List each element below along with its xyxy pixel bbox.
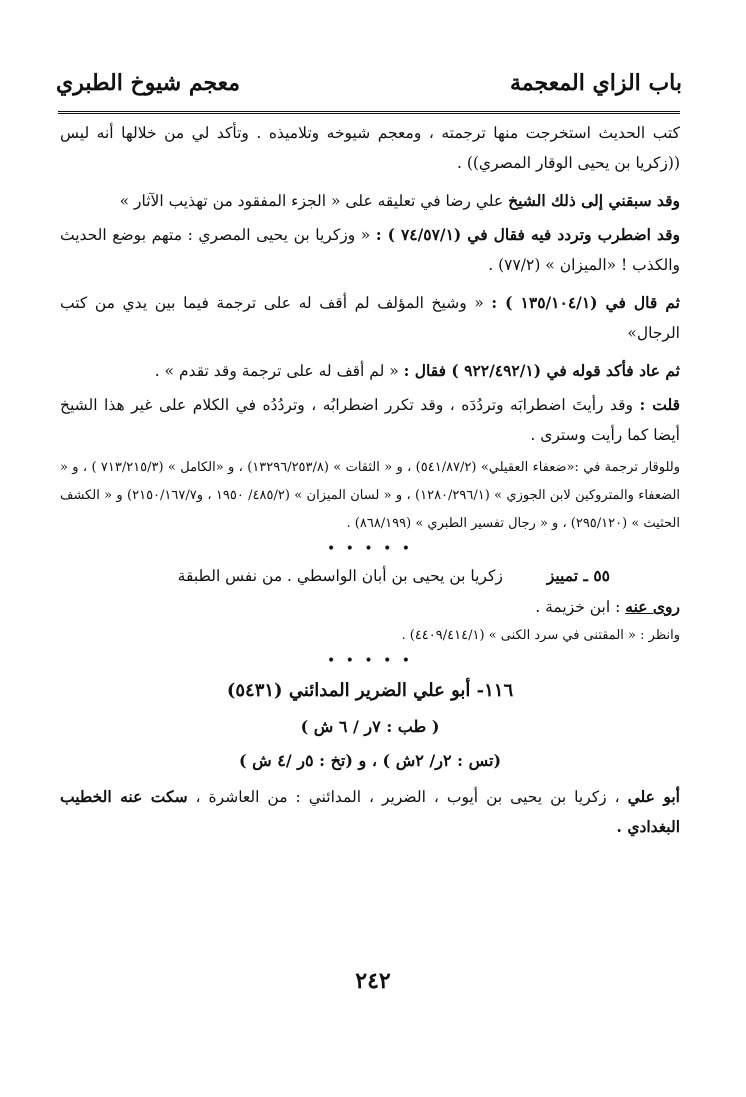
- paragraph-7-references: [60, 454, 680, 538]
- wanzur-label: وانظر: [648, 628, 680, 643]
- header-rule: [58, 111, 680, 114]
- entry-116-heading: ١١٦- أبو علي الضرير المدائني (٥٤٣١): [226, 680, 514, 701]
- paragraph-3: [60, 220, 680, 280]
- entry-55-number: ٥٥ ـ تمييز: [546, 566, 610, 585]
- entry-116-line-3: (تس : ٢ر/ ٢ش ) ، و (تخ : ٥ر /٤ ش ): [238, 751, 502, 770]
- paragraph-2: [60, 186, 680, 216]
- paragraph-4: [60, 288, 680, 348]
- final-middle: ، زكريا بن يحيى بن أيوب ، الضرير ، المدائني : من العاشرة ،: [195, 788, 620, 806]
- references-text: :«ضعفاء العقيلي» (٥٤١/٨٧/٢) ، و « الثقات » (١٣٢٩٦/٢٥٣/٨) ، و «الكامل » (٧١٣/٢١٥/٣ ) ، و « الضعفاء والمتروكين لابن الجوزي » (١٢٨٠/٢٩٦/١) ، و « لسان الميزان » (٤٨٥/٢/ ١٩٥٠ ، و٢١٥٠/١٦٧/٧) و « الكشف الحثيث » (٢٩٥/١٢٠) ، و « رجال تفسير الطبري » (٨٦٨/١٩٩) .: [60, 460, 680, 531]
- entry-55-text: زكريا بن يحيى بن أبان الواسطي . من نفس الطبقة: [177, 567, 503, 585]
- paragraph-5-bold: ثم عاد فأكد قوله في (٩٢٢/٤٩٢/١ ) فقال :: [403, 361, 680, 380]
- section-title: باب الزاي المعجمة: [509, 70, 682, 96]
- separator-1: • • • • •: [326, 541, 414, 557]
- paragraph-1: كتب الحديث استخرجت منها ترجمته ، ومعجم شيوخه وتلاميذه . وتأكد لي من خلالها أنه ليس ((زكريا بن يحيى الوقار المصري)) .: [60, 124, 680, 172]
- paragraph-5: [60, 356, 680, 386]
- paragraph-6: [60, 390, 680, 450]
- rawa-text: : ابن خزيمة .: [535, 598, 621, 616]
- rawa-line: [60, 592, 680, 622]
- paragraph-6-text: وقد رأيتَ اضطرابَه وتردُدَه ، وقد تكرر اضطرابُه ، وتردُدُه في الكلام على غير هذا الشيخ أيضا كما رأيت وسترى .: [60, 396, 680, 444]
- paragraph-5-text: « لم أقف له على ترجمة وقد تقدم » .: [154, 362, 399, 380]
- paragraph-6-bold: قلت :: [639, 395, 680, 414]
- references-label: وللوقار ترجمة في: [583, 460, 681, 475]
- page-header: [56, 62, 682, 106]
- paragraph-4-bold: ثم قال في (١٣٥/١٠٤/١ ) :: [491, 293, 680, 312]
- wanzur-text: : « المقتنى في سرد الكنى » (٤٤٠٩/٤١٤/١) .: [401, 628, 645, 643]
- rawa-label: روى عنه: [625, 597, 680, 616]
- entry-116-line-2: ( طب : ٧ر / ٦ ش ): [300, 717, 440, 736]
- entry-55: [60, 560, 680, 592]
- paragraph-3-text: « وزكريا بن يحيى المصري : متهم بوضع الحديث والكذب ! «الميزان » (٧٧/٢) .: [60, 226, 680, 274]
- separator-2: • • • • •: [326, 653, 414, 669]
- book-title: معجم شيوخ الطبري: [56, 70, 241, 96]
- final-paragraph: [60, 782, 680, 842]
- paragraph-2-text: علي رضا في تعليقه على « الجزء المفقود من تهذيب الآثار »: [119, 192, 504, 210]
- final-tail: سكت عنه الخطيب البغدادي .: [60, 787, 680, 836]
- wanzur-line: [60, 622, 680, 650]
- paragraph-2-bold: وقد سبقني إلى ذلك الشيخ: [508, 191, 680, 210]
- page-number: ٢٤٢: [355, 968, 391, 994]
- page-body: [60, 118, 680, 842]
- final-lead: أبو علي: [627, 787, 680, 806]
- paragraph-4-text: « وشيخ المؤلف لم أقف له على ترجمة فيما بين يدي من كتب الرجال»: [60, 294, 680, 342]
- paragraph-3-bold: وقد اضطرب وتردد فيه فقال في (٧٤/٥٧/١ ) :: [375, 225, 680, 244]
